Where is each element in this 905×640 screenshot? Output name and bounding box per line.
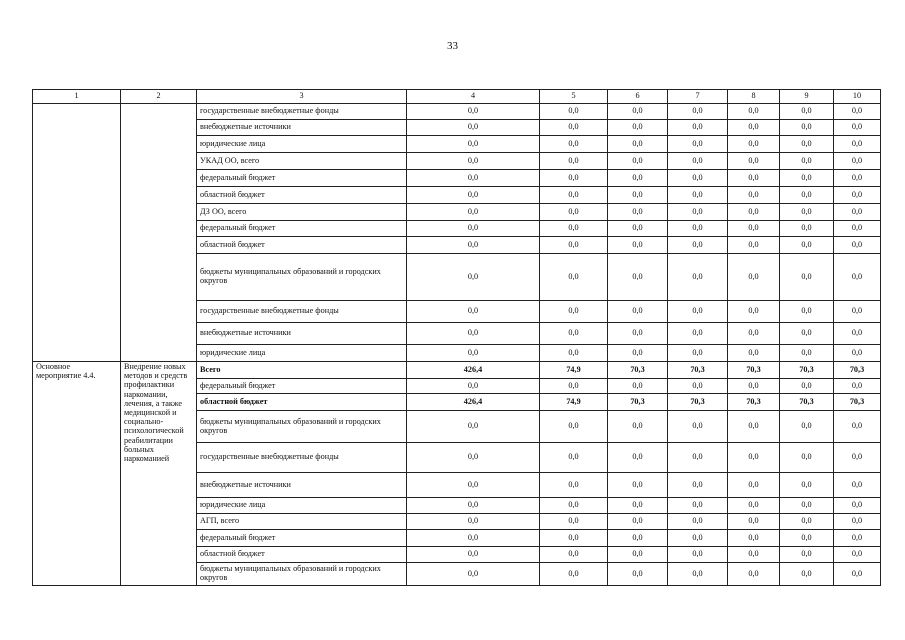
amount-cell: 0,0 (540, 221, 608, 237)
amount-cell: 0,0 (668, 547, 728, 563)
amount-cell: 0,0 (540, 104, 608, 120)
funding-source: юридические лица (197, 498, 407, 514)
funding-source: федеральный бюджет (197, 379, 407, 394)
amount-cell: 0,0 (728, 473, 780, 498)
amount-cell: 0,0 (540, 563, 608, 586)
amount-cell: 0,0 (668, 323, 728, 345)
funding-source: внебюджетные источники (197, 323, 407, 345)
amount-cell: 0,0 (834, 443, 881, 473)
amount-cell: 0,0 (728, 254, 780, 301)
amount-cell: 0,0 (834, 237, 881, 254)
amount-cell: 0,0 (780, 237, 834, 254)
amount-cell: 0,0 (728, 514, 780, 530)
amount-cell: 0,0 (608, 514, 668, 530)
amount-cell: 0,0 (834, 345, 881, 362)
amount-cell: 0,0 (668, 187, 728, 204)
amount-cell: 0,0 (608, 547, 668, 563)
amount-cell: 0,0 (668, 153, 728, 170)
funding-source: областной бюджет (197, 187, 407, 204)
amount-cell: 0,0 (780, 204, 834, 221)
amount-cell: 0,0 (668, 237, 728, 254)
amount-cell: 0,0 (780, 170, 834, 187)
amount-cell: 0,0 (540, 411, 608, 443)
amount-cell: 0,0 (834, 187, 881, 204)
amount-cell: 70,3 (834, 362, 881, 379)
funding-source: юридические лица (197, 345, 407, 362)
amount-cell: 0,0 (407, 563, 540, 586)
funding-source: государственные внебюджетные фонды (197, 301, 407, 323)
amount-cell: 0,0 (728, 187, 780, 204)
amount-cell: 0,0 (608, 530, 668, 547)
amount-cell: 0,0 (668, 120, 728, 136)
amount-cell: 0,0 (728, 120, 780, 136)
amount-cell: 0,0 (668, 170, 728, 187)
funding-source: АГП, всего (197, 514, 407, 530)
amount-cell: 0,0 (540, 187, 608, 204)
amount-cell: 0,0 (407, 411, 540, 443)
amount-cell: 0,0 (780, 514, 834, 530)
amount-cell: 0,0 (668, 204, 728, 221)
amount-cell: 0,0 (668, 498, 728, 514)
amount-cell: 0,0 (780, 120, 834, 136)
amount-cell: 0,0 (540, 498, 608, 514)
amount-cell: 0,0 (608, 473, 668, 498)
amount-cell: 0,0 (780, 411, 834, 443)
amount-cell: 0,0 (407, 204, 540, 221)
amount-cell: 0,0 (407, 323, 540, 345)
amount-cell: 0,0 (728, 498, 780, 514)
funding-source: бюджеты муниципальных образований и городских округов (197, 411, 407, 443)
amount-cell: 0,0 (407, 443, 540, 473)
amount-cell: 0,0 (834, 254, 881, 301)
amount-cell: 0,0 (668, 411, 728, 443)
amount-cell: 0,0 (540, 136, 608, 153)
amount-cell: 0,0 (407, 187, 540, 204)
amount-cell: 70,3 (668, 362, 728, 379)
amount-cell: 0,0 (407, 498, 540, 514)
funding-source: УКАД ОО, всего (197, 153, 407, 170)
amount-cell: 0,0 (728, 170, 780, 187)
amount-cell: 0,0 (407, 379, 540, 394)
amount-cell: 0,0 (834, 104, 881, 120)
amount-cell: 0,0 (834, 170, 881, 187)
amount-cell: 0,0 (407, 237, 540, 254)
funding-source: юридические лица (197, 136, 407, 153)
amount-cell: 0,0 (407, 473, 540, 498)
funding-source: федеральный бюджет (197, 530, 407, 547)
amount-cell: 0,0 (780, 443, 834, 473)
amount-cell: 0,0 (407, 120, 540, 136)
page-number: 33 (447, 40, 458, 52)
amount-cell: 70,3 (608, 394, 668, 411)
amount-cell: 0,0 (780, 379, 834, 394)
amount-cell: 0,0 (834, 221, 881, 237)
funding-source: внебюджетные источники (197, 120, 407, 136)
amount-cell: 0,0 (834, 379, 881, 394)
amount-cell: 0,0 (540, 345, 608, 362)
funding-source: федеральный бюджет (197, 221, 407, 237)
amount-cell: 0,0 (780, 254, 834, 301)
amount-cell: 0,0 (407, 104, 540, 120)
amount-cell: 0,0 (780, 473, 834, 498)
funding-source: Всего (197, 362, 407, 379)
amount-cell: 0,0 (668, 136, 728, 153)
amount-cell: 0,0 (540, 514, 608, 530)
amount-cell: 0,0 (834, 563, 881, 586)
amount-cell: 0,0 (834, 514, 881, 530)
amount-cell: 0,0 (608, 498, 668, 514)
column-number: 10 (834, 90, 881, 104)
amount-cell: 0,0 (407, 530, 540, 547)
amount-cell: 0,0 (728, 153, 780, 170)
amount-cell: 0,0 (668, 254, 728, 301)
amount-cell: 0,0 (608, 153, 668, 170)
amount-cell: 0,0 (540, 170, 608, 187)
amount-cell: 0,0 (728, 136, 780, 153)
amount-cell: 0,0 (608, 237, 668, 254)
amount-cell: 426,4 (407, 394, 540, 411)
amount-cell: 0,0 (608, 345, 668, 362)
funding-source: государственные внебюджетные фонды (197, 443, 407, 473)
amount-cell: 0,0 (608, 136, 668, 153)
amount-cell: 0,0 (728, 237, 780, 254)
funding-source: бюджеты муниципальных образований и городских округов (197, 254, 407, 301)
amount-cell: 0,0 (834, 547, 881, 563)
amount-cell: 0,0 (780, 221, 834, 237)
amount-cell: 0,0 (728, 345, 780, 362)
funding-table (32, 89, 881, 586)
amount-cell: 0,0 (834, 530, 881, 547)
amount-cell: 0,0 (608, 104, 668, 120)
amount-cell: 0,0 (540, 237, 608, 254)
column-number: 7 (668, 90, 728, 104)
amount-cell: 0,0 (608, 254, 668, 301)
amount-cell: 0,0 (540, 301, 608, 323)
funding-source: бюджеты муниципальных образований и городских округов (197, 563, 407, 586)
amount-cell: 0,0 (834, 473, 881, 498)
column-number: 8 (728, 90, 780, 104)
amount-cell: 0,0 (540, 530, 608, 547)
amount-cell: 0,0 (407, 345, 540, 362)
column-number: 9 (780, 90, 834, 104)
amount-cell: 0,0 (780, 153, 834, 170)
amount-cell: 0,0 (668, 345, 728, 362)
amount-cell: 0,0 (780, 187, 834, 204)
amount-cell: 0,0 (834, 301, 881, 323)
column-number: 5 (540, 90, 608, 104)
amount-cell: 0,0 (728, 301, 780, 323)
amount-cell: 70,3 (728, 394, 780, 411)
measure-cell (33, 104, 121, 362)
amount-cell: 0,0 (540, 547, 608, 563)
column-number: 2 (121, 90, 197, 104)
amount-cell: 0,0 (608, 443, 668, 473)
amount-cell: 70,3 (834, 394, 881, 411)
amount-cell: 0,0 (540, 323, 608, 345)
funding-source: областной бюджет (197, 237, 407, 254)
amount-cell: 0,0 (668, 301, 728, 323)
funding-source: внебюджетные источники (197, 473, 407, 498)
amount-cell: 0,0 (780, 530, 834, 547)
amount-cell: 0,0 (608, 120, 668, 136)
amount-cell: 0,0 (668, 221, 728, 237)
amount-cell: 0,0 (668, 379, 728, 394)
amount-cell: 0,0 (608, 204, 668, 221)
amount-cell: 0,0 (780, 104, 834, 120)
amount-cell: 0,0 (407, 514, 540, 530)
amount-cell: 0,0 (780, 136, 834, 153)
amount-cell: 0,0 (728, 379, 780, 394)
amount-cell: 0,0 (834, 120, 881, 136)
amount-cell: 0,0 (780, 547, 834, 563)
measure-cell: Основное мероприятие 4.4. (33, 362, 121, 586)
amount-cell: 426,4 (407, 362, 540, 379)
funding-source: областной бюджет (197, 394, 407, 411)
column-number: 4 (407, 90, 540, 104)
amount-cell: 70,3 (668, 394, 728, 411)
amount-cell: 0,0 (407, 547, 540, 563)
amount-cell: 0,0 (834, 411, 881, 443)
amount-cell: 0,0 (834, 136, 881, 153)
amount-cell: 0,0 (780, 345, 834, 362)
amount-cell: 70,3 (780, 362, 834, 379)
amount-cell: 74,9 (540, 394, 608, 411)
amount-cell: 0,0 (728, 221, 780, 237)
amount-cell: 0,0 (407, 136, 540, 153)
amount-cell: 0,0 (608, 411, 668, 443)
amount-cell: 70,3 (780, 394, 834, 411)
amount-cell: 0,0 (540, 204, 608, 221)
amount-cell: 0,0 (668, 563, 728, 586)
amount-cell: 0,0 (540, 379, 608, 394)
amount-cell: 70,3 (608, 362, 668, 379)
description-cell: Внедрение новых методов и средств профилактики наркомании, лечения, а также медицинской и социально-психологической реабилитации больных наркоманией (121, 362, 197, 586)
amount-cell: 0,0 (407, 153, 540, 170)
amount-cell: 0,0 (540, 254, 608, 301)
amount-cell: 0,0 (780, 498, 834, 514)
amount-cell: 0,0 (728, 563, 780, 586)
amount-cell: 0,0 (728, 411, 780, 443)
amount-cell: 0,0 (540, 473, 608, 498)
amount-cell: 0,0 (407, 301, 540, 323)
amount-cell: 0,0 (608, 301, 668, 323)
amount-cell: 74,9 (540, 362, 608, 379)
amount-cell: 0,0 (728, 204, 780, 221)
amount-cell: 0,0 (834, 153, 881, 170)
amount-cell: 70,3 (728, 362, 780, 379)
amount-cell: 0,0 (668, 104, 728, 120)
amount-cell: 0,0 (407, 254, 540, 301)
column-number: 6 (608, 90, 668, 104)
column-number-row (33, 90, 881, 104)
amount-cell: 0,0 (540, 443, 608, 473)
amount-cell: 0,0 (728, 323, 780, 345)
funding-source: государственные внебюджетные фонды (197, 104, 407, 120)
amount-cell: 0,0 (668, 443, 728, 473)
amount-cell: 0,0 (728, 443, 780, 473)
amount-cell: 0,0 (608, 563, 668, 586)
amount-cell: 0,0 (608, 170, 668, 187)
funding-source: федеральный бюджет (197, 170, 407, 187)
amount-cell: 0,0 (608, 323, 668, 345)
amount-cell: 0,0 (608, 379, 668, 394)
amount-cell: 0,0 (834, 323, 881, 345)
amount-cell: 0,0 (780, 301, 834, 323)
amount-cell: 0,0 (728, 547, 780, 563)
amount-cell: 0,0 (608, 187, 668, 204)
amount-cell: 0,0 (608, 221, 668, 237)
amount-cell: 0,0 (407, 170, 540, 187)
table-row (33, 104, 881, 120)
amount-cell: 0,0 (834, 498, 881, 514)
column-number: 1 (33, 90, 121, 104)
column-number: 3 (197, 90, 407, 104)
amount-cell: 0,0 (834, 204, 881, 221)
amount-cell: 0,0 (668, 514, 728, 530)
amount-cell: 0,0 (780, 323, 834, 345)
amount-cell: 0,0 (668, 530, 728, 547)
amount-cell: 0,0 (540, 153, 608, 170)
funding-source: областной бюджет (197, 547, 407, 563)
amount-cell: 0,0 (540, 120, 608, 136)
amount-cell: 0,0 (728, 104, 780, 120)
amount-cell: 0,0 (668, 473, 728, 498)
funding-source: ДЗ ОО, всего (197, 204, 407, 221)
amount-cell: 0,0 (780, 563, 834, 586)
table-row (33, 362, 881, 379)
description-cell (121, 104, 197, 362)
amount-cell: 0,0 (407, 221, 540, 237)
amount-cell: 0,0 (728, 530, 780, 547)
